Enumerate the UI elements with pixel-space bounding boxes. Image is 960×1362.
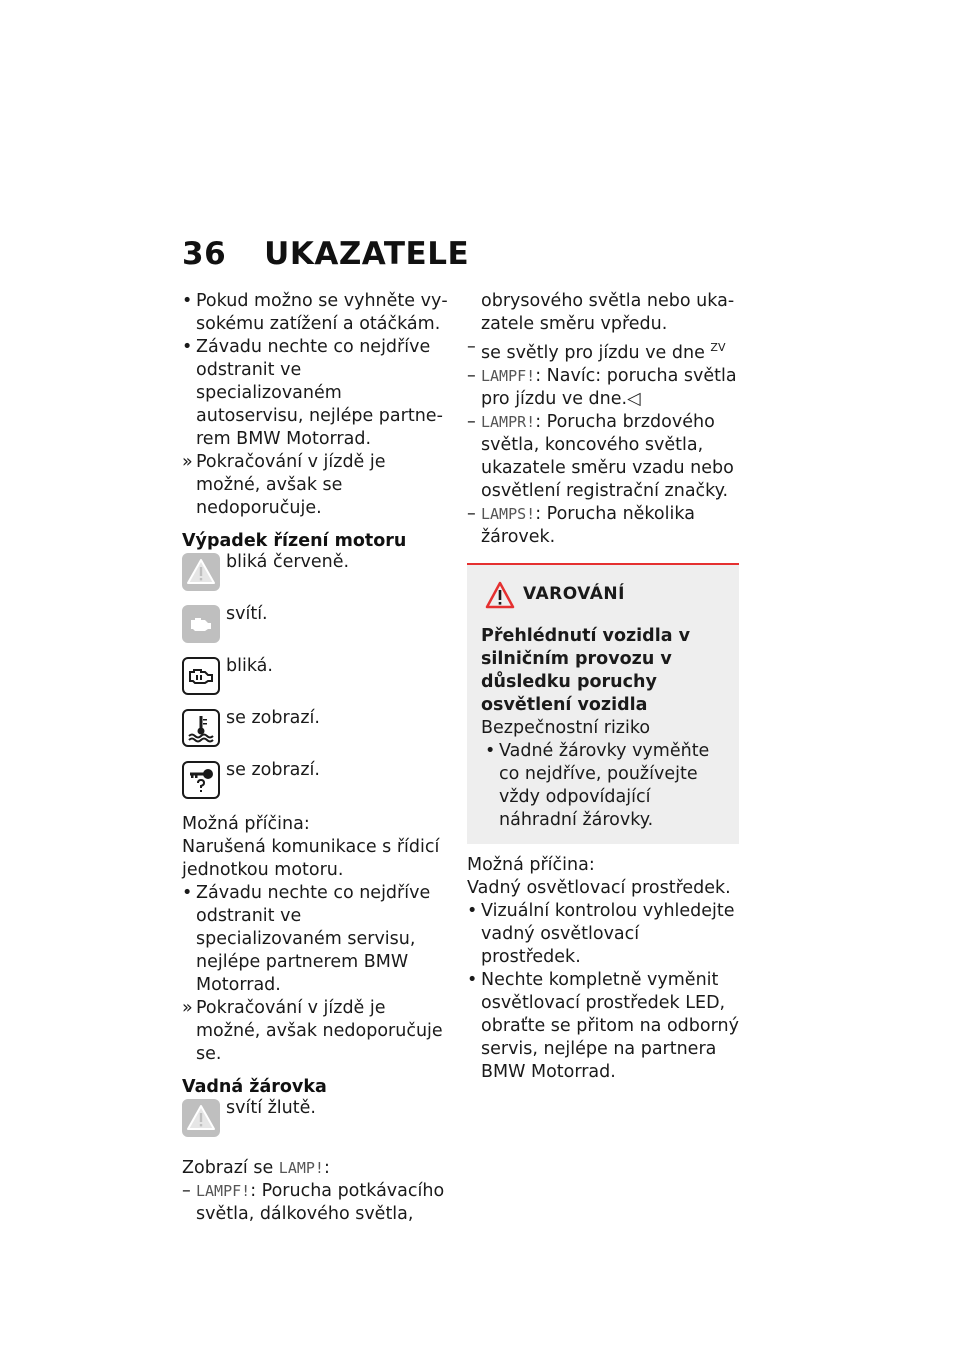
list-item-text: Závadu nechte co nejdříve odstranit ve specializovaném autoservisu, nejlépe partnerem BMW Motorrad. — [196, 337, 443, 449]
lamp-code: LAMPF! — [481, 366, 536, 385]
result-marker: » — [182, 452, 193, 472]
list-item-text: Vadné žárovky vyměňte co nejdříve, používejte vždy odpovídající náhradní žárovky. — [499, 740, 710, 830]
dash-marker: – — [467, 411, 476, 432]
display-code: LAMP! — [278, 1159, 324, 1177]
list-item-text: : Porucha brzdového světla, koncového světla, ukazatele směru vzadu nebo osvětlení registrační značky. — [481, 411, 734, 501]
indicator-row — [182, 709, 450, 761]
dash-marker: – — [467, 503, 476, 524]
warning-risk: Bezpečnostní riziko — [481, 717, 651, 738]
list-item-text: : Porucha potkávacího světla, dálkového světla, — [196, 1181, 445, 1224]
key-question-icon — [182, 761, 220, 799]
footnote-mark: ZV — [710, 341, 726, 354]
display-suffix: : — [323, 1158, 330, 1178]
warning-subtitle: Přehlédnutí vozidla v silničním provozu v důsledku poruchy osvětlení vozidla — [481, 625, 691, 715]
indicator-row — [182, 761, 450, 813]
list-item-text: : Navíc: porucha světla pro jízdu ve dne.◁ — [481, 365, 737, 409]
lamp-code: LAMPS! — [481, 504, 536, 523]
dash-marker: – — [467, 365, 476, 386]
section-title-engine: Výpadek řízení motoru — [182, 531, 407, 551]
right-column — [467, 290, 739, 1084]
bullet-marker: • — [467, 900, 478, 921]
list-item-text: obrysového světla nebo ukazatele směru vpředu. — [481, 291, 735, 334]
page-title: UKAZATELE — [264, 236, 470, 272]
indicator-label: se zobrazí. — [226, 760, 320, 780]
engine-outline-icon — [182, 657, 220, 695]
list-item — [467, 503, 739, 549]
list-item — [467, 900, 739, 969]
list-item-text: Pokračování v jízdě je možné, avšak se nedoporučuje. — [196, 452, 386, 518]
page-number: 36 — [182, 236, 227, 272]
list-item — [182, 336, 450, 451]
indicator-row — [182, 657, 450, 709]
list-item — [467, 411, 739, 503]
left-column — [182, 290, 450, 1226]
list-item-text: se světly pro jízdu ve dne — [481, 342, 705, 363]
indicator-label: bliká. — [226, 656, 273, 676]
list-item-text: : Porucha několika žárovek. — [481, 503, 695, 547]
warning-title: VAROVÁNÍ — [523, 584, 625, 605]
warning-box — [467, 563, 739, 844]
list-item-text: Závadu nechte co nejdříve odstranit ve specializovaném servisu, nejlépe partnerem BMW Motorrad. — [196, 883, 431, 995]
indicator-label: svítí. — [226, 604, 268, 624]
list-item-text: Nechte kompletně vyměnit osvětlovací prostředek LED, obraťte se přitom na odborný servis, nejlépe na partnera BMW Motorrad. — [481, 969, 739, 1082]
warning-triangle-icon — [485, 581, 515, 609]
cause-label: Možná příčina: — [182, 814, 310, 834]
bullet-marker: • — [485, 740, 496, 761]
display-line — [182, 1157, 450, 1180]
list-item — [182, 882, 450, 997]
indicator-row — [182, 1099, 450, 1157]
result-marker: » — [182, 998, 193, 1018]
list-item — [467, 336, 739, 365]
indicator-row — [182, 605, 450, 657]
lamp-code: LAMPR! — [481, 412, 536, 431]
warning-triangle-icon — [182, 1099, 220, 1137]
cause-text: Vadný osvětlovací prostředek. — [467, 877, 731, 898]
indicator-label: bliká červeně. — [226, 552, 350, 572]
indicator-row — [182, 553, 450, 605]
page-header — [182, 236, 469, 272]
list-item — [182, 290, 450, 336]
warning-triangle-icon — [182, 553, 220, 591]
bullet-marker: • — [467, 969, 478, 990]
list-item-text: Pokud možno se vyhněte vysokému zatížení a otáčkám. — [196, 291, 448, 334]
bullet-marker: • — [182, 337, 193, 357]
list-item — [182, 997, 450, 1066]
engine-check-icon — [182, 605, 220, 643]
list-item-text: Vizuální kontrolou vyhledejte vadný osvětlovací prostředek. — [481, 900, 735, 967]
cause-label: Možná příčina: — [467, 854, 595, 875]
lamp-code: LAMPF! — [196, 1182, 251, 1200]
cause-text: Narušená komunikace s řídicí jednotkou motoru. — [182, 837, 440, 880]
list-item-text: Pokračování v jízdě je možné, avšak nedoporučuje se. — [196, 998, 443, 1064]
list-item — [467, 365, 739, 411]
section-title-bulb: Vadná žárovka — [182, 1077, 327, 1097]
bullet-marker: • — [182, 291, 193, 311]
list-item — [182, 1180, 450, 1226]
coolant-temperature-icon — [182, 709, 220, 747]
indicator-label: se zobrazí. — [226, 708, 320, 728]
dash-marker: – — [182, 1181, 191, 1201]
list-item — [481, 740, 727, 832]
warning-header — [485, 581, 727, 609]
bullet-marker: • — [182, 883, 193, 903]
dash-marker: – — [467, 337, 476, 357]
list-item — [467, 290, 739, 336]
list-item — [467, 969, 739, 1084]
display-prefix: Zobrazí se — [182, 1158, 274, 1178]
indicator-label: svítí žlutě. — [226, 1098, 316, 1118]
list-item — [182, 451, 450, 520]
